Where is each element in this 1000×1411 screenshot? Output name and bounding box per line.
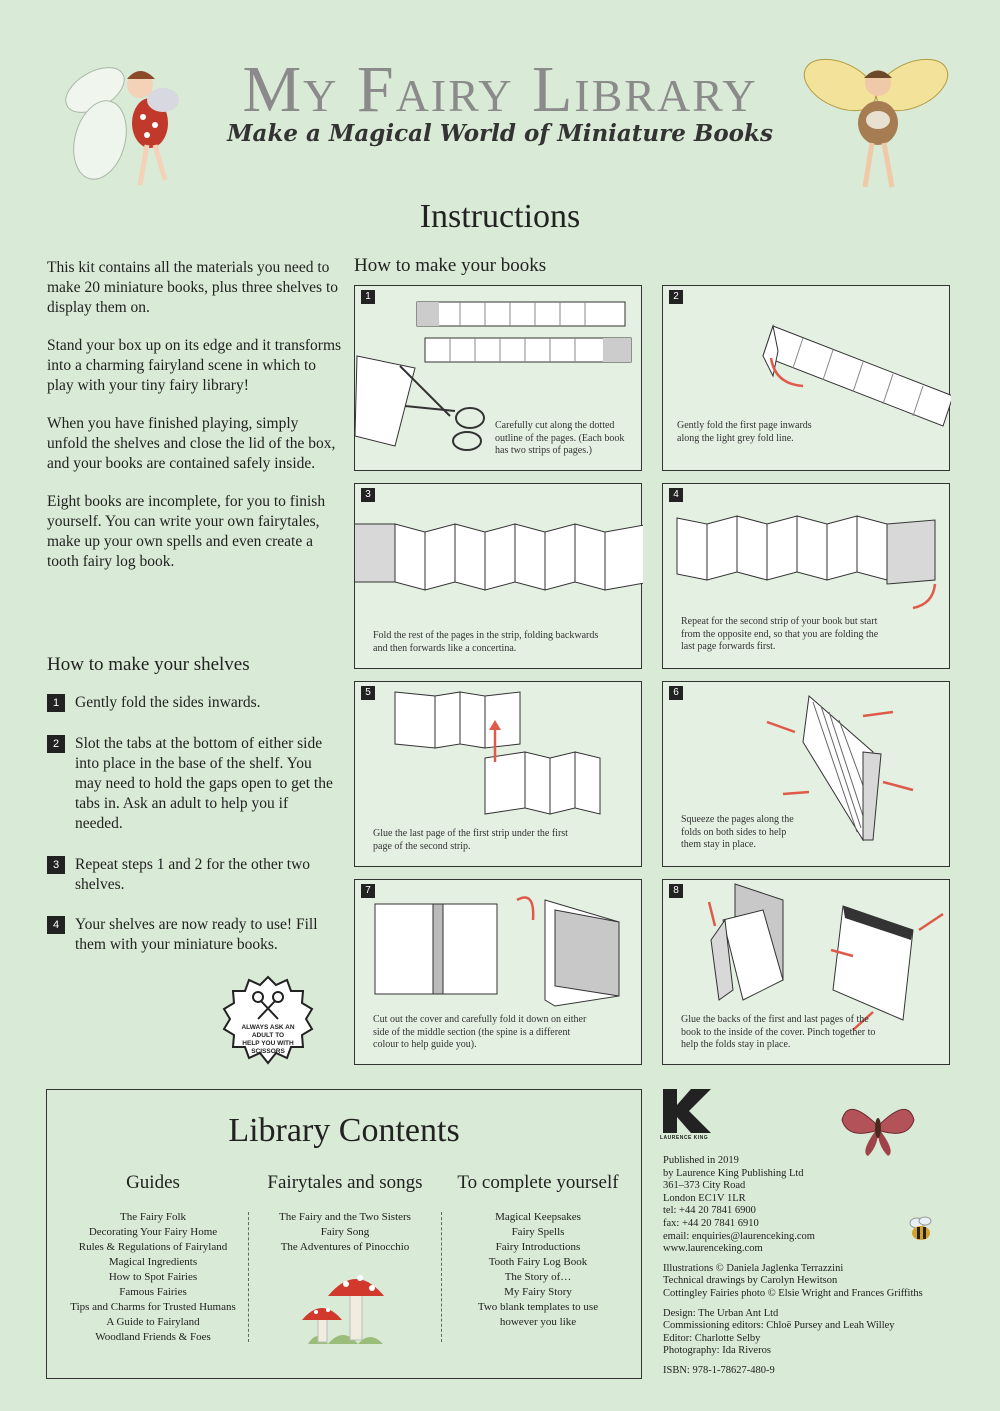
imprint-group xyxy=(663,1308,963,1358)
column-divider xyxy=(441,1212,442,1342)
svg-text:ADULT TO: ADULT TO xyxy=(251,1032,285,1039)
moth-illustration xyxy=(838,1096,918,1160)
scissors-safety-badge xyxy=(222,975,314,1067)
imprint-line: 361–373 City Road xyxy=(663,1180,746,1192)
imprint-line: Illustrations © Daniela Jaglenka Terrazzini xyxy=(663,1262,844,1274)
list-item: Woodland Friends & Foes xyxy=(95,1331,211,1343)
fairy-right-illustration xyxy=(800,45,950,195)
book-step-panel xyxy=(662,681,950,867)
imprint-group xyxy=(663,1263,963,1301)
intro-paragraph: Stand your box up on its edge and it transforms into a charming fairyland scene in which to play with your tiny fairy library! xyxy=(47,337,342,394)
step-number: 8 xyxy=(669,884,683,898)
fairy-left-illustration xyxy=(55,45,205,195)
shelves-heading: How to make your shelves xyxy=(47,654,250,675)
list-item: Decorating Your Fairy Home xyxy=(88,1226,218,1238)
imprint-group xyxy=(663,1365,963,1378)
imprint-line: by Laurence King Publishing Ltd xyxy=(663,1167,804,1179)
list-item: however you like xyxy=(499,1316,577,1328)
imprint-line: Editor: Charlotte Selby xyxy=(663,1332,761,1344)
step-caption: Fold the rest of the pages in the strip, folding backwards and then forwards like a concertina. xyxy=(373,630,599,654)
svg-text:ALWAYS ASK AN: ALWAYS ASK AN xyxy=(241,1024,295,1031)
page-title: My Fairy Library xyxy=(242,53,758,126)
step-text: Your shelves are now ready to use! Fill them with your miniature books. xyxy=(75,916,318,953)
complete-yourself-list xyxy=(448,1210,628,1330)
shelf-step xyxy=(47,855,337,895)
book-step-panel xyxy=(662,879,950,1065)
intro-paragraph: When you have finished playing, simply unfold the shelves and close the lid of the box, and your books are contained safely inside. xyxy=(47,415,336,472)
list-item: Rules & Regulations of Fairyland xyxy=(78,1241,228,1253)
imprint-line: fax: +44 20 7841 6910 xyxy=(663,1217,759,1229)
imprint-line: Published in 2019 xyxy=(663,1155,739,1166)
imprint-line: email: enquiries@laurenceking.com xyxy=(663,1230,815,1242)
list-item: Magical Keepsakes xyxy=(495,1211,581,1223)
shelf-step xyxy=(47,693,337,713)
book-step-panel xyxy=(354,483,642,669)
imprint-text xyxy=(663,1155,963,1385)
list-item: Tips and Charms for Trusted Humans xyxy=(70,1301,236,1313)
fairytales-list xyxy=(260,1210,430,1255)
list-item: How to Spot Fairies xyxy=(108,1271,198,1283)
step-caption: Glue the backs of the first and last pages of the book to the inside of the cover. Pinch together to help the folds stay in place. xyxy=(681,1014,876,1050)
step-number: 2 xyxy=(669,290,683,304)
list-item: Fairy Spells xyxy=(511,1226,565,1238)
imprint-group xyxy=(663,1155,963,1256)
book-step-panel xyxy=(354,879,642,1065)
step-caption: Squeeze the pages along the folds on both sides to help them stay in place. xyxy=(681,814,794,850)
step-number: 1 xyxy=(47,694,65,712)
step-number: 4 xyxy=(47,916,65,934)
step-text: Gently fold the sides inwards. xyxy=(75,694,261,711)
contents-column-heading: To complete yourself xyxy=(457,1172,619,1193)
page-subtitle: Make a Magical World of Miniature Books xyxy=(227,120,773,147)
guides-list xyxy=(58,1210,248,1345)
list-item: A Guide to Fairyland xyxy=(106,1316,200,1328)
intro-text xyxy=(47,258,342,590)
isbn-line: ISBN: 978-1-78627-480-9 xyxy=(663,1364,775,1376)
step-caption: Carefully cut along the dotted outline of the pages. (Each book has two strips of pages.) xyxy=(495,420,625,456)
step-number: 5 xyxy=(361,686,375,700)
logo-text: LAURENCE KING xyxy=(660,1135,709,1141)
column-divider xyxy=(248,1212,249,1342)
list-item: The Fairy Folk xyxy=(120,1211,186,1223)
books-heading: How to make your books xyxy=(354,255,547,276)
instructions-heading: Instructions xyxy=(419,198,581,235)
imprint-line: www.laurenceking.com xyxy=(663,1243,763,1255)
step-number: 4 xyxy=(669,488,683,502)
scissors-icon xyxy=(400,366,484,450)
step-number: 7 xyxy=(361,884,375,898)
laurence-king-logo xyxy=(663,1089,711,1139)
imprint-line: Technical drawings by Carolyn Hewitson xyxy=(663,1275,838,1287)
step-caption: Cut out the cover and carefully fold it down on either side of the middle section (the spine is a different colour to help guide you). xyxy=(373,1014,587,1050)
imprint-line: Photography: Ida Riveros xyxy=(663,1345,771,1357)
step-number: 3 xyxy=(47,856,65,874)
step-caption: Gently fold the first page inwards along the light grey fold line. xyxy=(677,420,812,444)
list-item: The Story of… xyxy=(504,1271,572,1283)
list-item: Fairy Song xyxy=(320,1226,370,1238)
imprint-line: London EC1V 1LR xyxy=(663,1192,746,1204)
imprint-line: tel: +44 20 7841 6900 xyxy=(663,1205,756,1217)
book-step-panel xyxy=(662,483,950,669)
step-text: Slot the tabs at the bottom of either side into place in the base of the shelf. You may need to hold the gaps open to get the tabs in. Ask an adult to help you if needed. xyxy=(75,735,333,832)
shelf-step xyxy=(47,915,337,955)
book-step-panel xyxy=(662,285,950,471)
step-caption: Repeat for the second strip of your book but start from the opposite end, so that you are folding the last page forwards first. xyxy=(681,616,879,652)
list-item: Famous Fairies xyxy=(119,1286,187,1298)
curved-arrow-icon xyxy=(517,898,533,921)
imprint-line: Design: The Urban Ant Ltd xyxy=(663,1307,779,1319)
library-contents-heading: Library Contents xyxy=(228,1112,460,1149)
book-step-panel xyxy=(354,285,642,471)
book-step-panel xyxy=(354,681,642,867)
svg-text:SCISSORS: SCISSORS xyxy=(251,1048,285,1055)
list-item: Fairy Introductions xyxy=(495,1241,581,1253)
shelf-step xyxy=(47,734,337,834)
svg-text:HELP YOU WITH: HELP YOU WITH xyxy=(242,1040,294,1047)
step-number: 6 xyxy=(669,686,683,700)
list-item: Two blank templates to use xyxy=(477,1301,599,1313)
list-item: The Fairy and the Two Sisters xyxy=(279,1211,411,1223)
contents-column-heading: Guides xyxy=(126,1172,180,1193)
step-number: 2 xyxy=(47,735,65,753)
step-text: Repeat steps 1 and 2 for the other two shelves. xyxy=(75,856,311,893)
list-item: Tooth Fairy Log Book xyxy=(488,1256,588,1268)
intro-paragraph: Eight books are incomplete, for you to finish yourself. You can write your own fairytales, make up your own spells and even create a tooth fairy log book. xyxy=(47,493,326,570)
step-caption: Glue the last page of the first strip under the first page of the second strip. xyxy=(373,828,568,852)
list-item: The Adventures of Pinocchio xyxy=(280,1241,410,1253)
imprint-line: Cottingley Fairies photo © Elsie Wright and Frances Griffiths xyxy=(663,1287,923,1299)
contents-column-heading: Fairytales and songs xyxy=(267,1172,423,1193)
list-item: My Fairy Story xyxy=(504,1286,572,1298)
step-number: 3 xyxy=(361,488,375,502)
mushroom-illustration xyxy=(298,1266,388,1348)
intro-paragraph: This kit contains all the materials you need to make 20 miniature books, plus three shelves to display them on. xyxy=(47,259,338,316)
imprint-line: Commissioning editors: Chloë Pursey and Leah Willey xyxy=(663,1320,895,1332)
step-number: 1 xyxy=(361,290,375,304)
list-item: Magical Ingredients xyxy=(108,1256,198,1268)
curved-arrow-icon xyxy=(913,584,935,608)
